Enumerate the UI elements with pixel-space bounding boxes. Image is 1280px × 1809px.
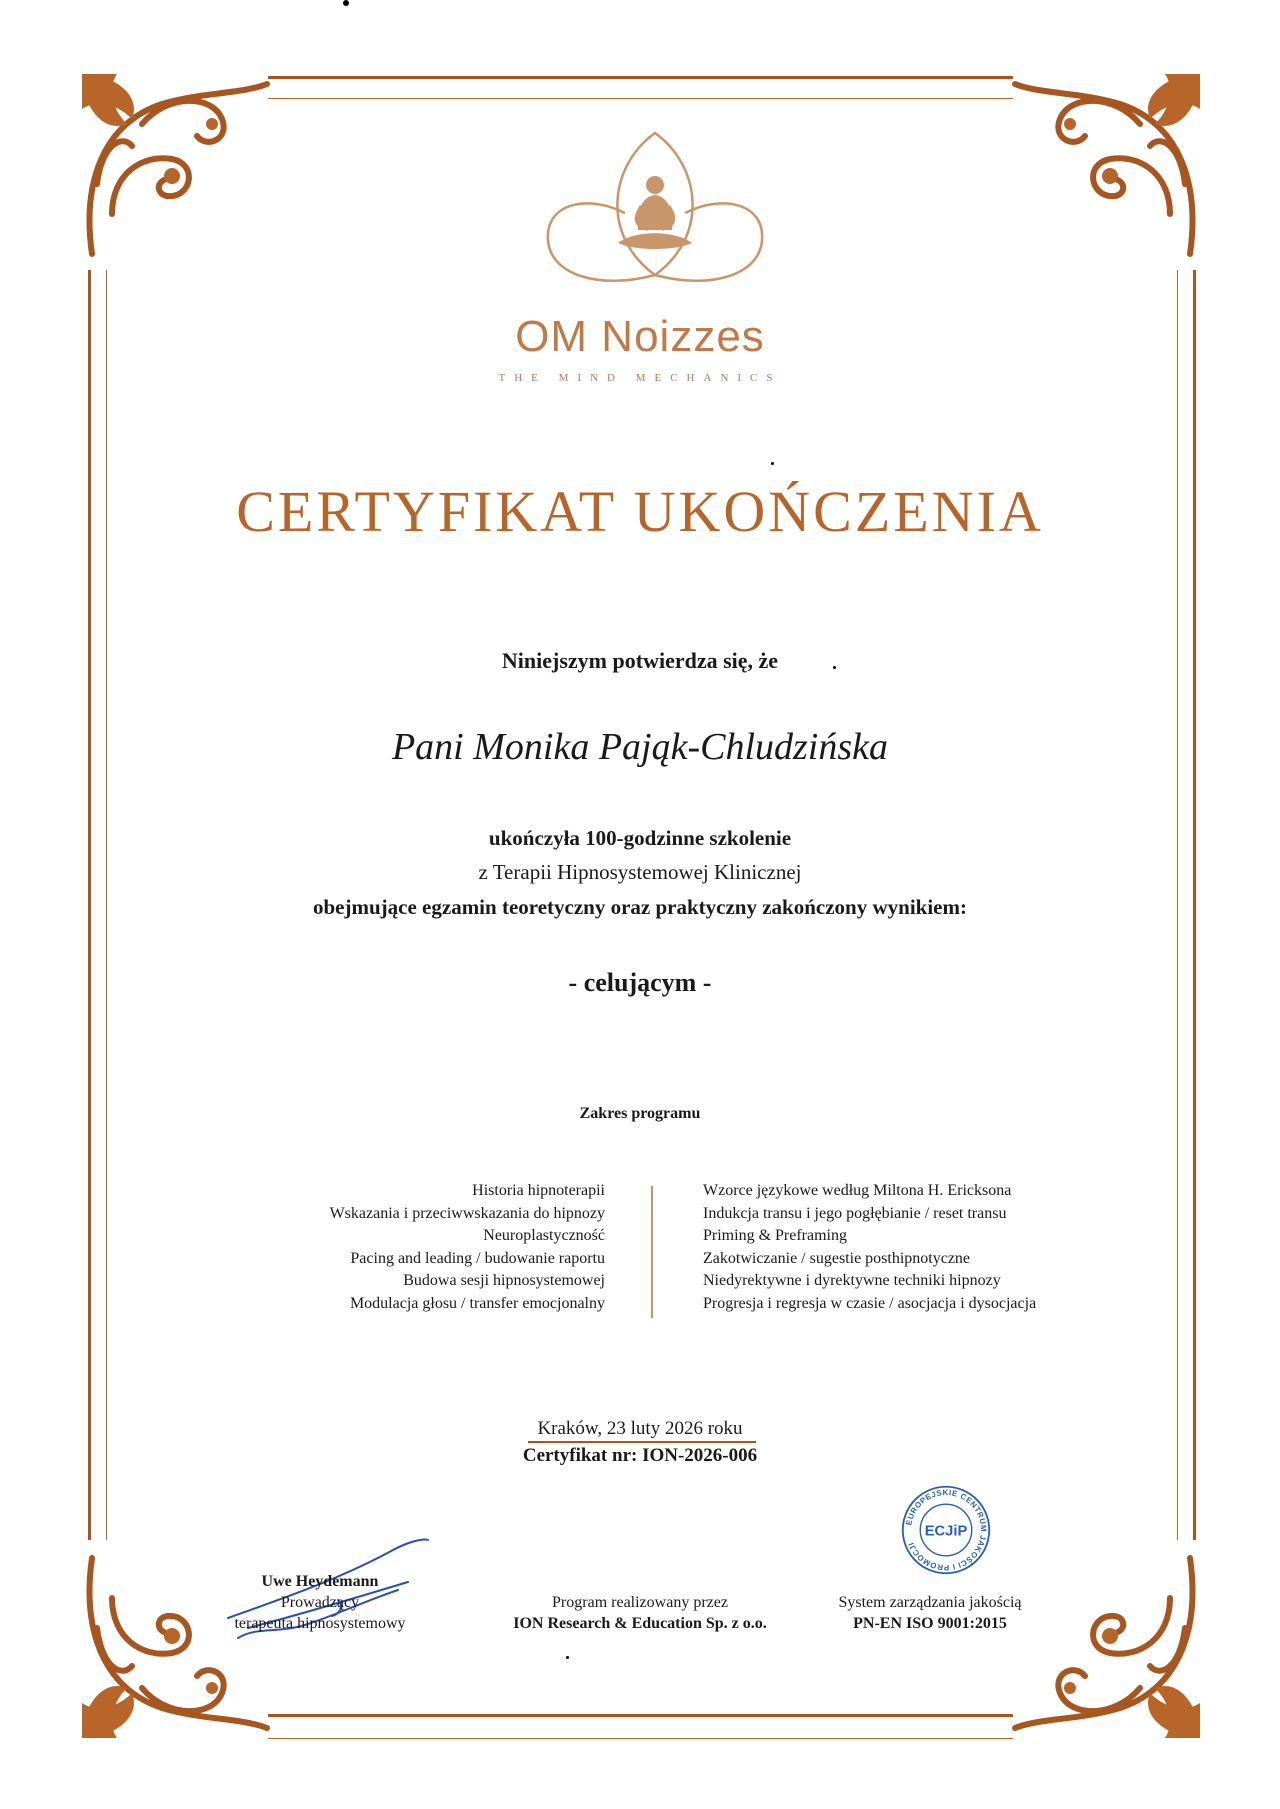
- program-topic: Progresja i regresja w czasie / asocjacja i dysocjacja: [703, 1294, 1037, 1312]
- trainer-name: Uwe Heydemann: [261, 1573, 379, 1590]
- place-and-date: Kraków, 23 luty 2026 roku: [537, 1418, 743, 1439]
- ecjip-quality-seal: [900, 1484, 992, 1576]
- intro-text: Niniejszym potwierdza się, że: [501, 648, 779, 673]
- ornament-top-left: [72, 64, 272, 264]
- program-topics-right: [703, 1180, 1123, 1315]
- quality-system-label: System zarządzania jakością: [838, 1594, 1022, 1611]
- body-line-3: obejmujące egzamin teoretyczny oraz praktyczny zakończony wynikiem:: [313, 895, 967, 919]
- program-topic: Zakotwiczanie / sugestie posthipnotyczne: [703, 1249, 971, 1267]
- exam-result: - celującym -: [568, 968, 712, 997]
- program-provider-block: [460, 1592, 820, 1634]
- ornament-bottom-right: [1010, 1548, 1210, 1748]
- program-topics-left: [240, 1180, 605, 1315]
- speck: [566, 1656, 569, 1659]
- program-topic: Historia hipnoterapii: [472, 1182, 605, 1199]
- program-provider-label: Program realizowany przez: [552, 1594, 728, 1611]
- speck: [343, 0, 349, 6]
- frame-bottom-rule: [268, 1714, 1013, 1717]
- certificate-number: Certyfikat nr: ION-2026-006: [522, 1445, 758, 1466]
- program-topic: Neuroplastyczność: [483, 1227, 605, 1244]
- certificate-title: CERTYFIKAT UKOŃCZENIA: [236, 479, 1044, 544]
- program-topic: Modulacja głosu / transfer emocjonalny: [349, 1294, 605, 1312]
- trainer-title: terapeuta hipnosystemowy: [234, 1615, 406, 1632]
- brand-tagline: THE MIND MECHANICS: [498, 372, 782, 384]
- svg-text:EUROPEJSKIE CENTRUM JAKOŚCI I: EUROPEJSKIE CENTRUM JAKOŚCI I PROMOCJI: [904, 1488, 989, 1572]
- place-date-underline: [528, 1441, 756, 1443]
- ornament-top-right: [1010, 64, 1210, 264]
- program-topic: Indukcja transu i jego pogłębianie / reset transu: [703, 1204, 1007, 1222]
- frame-top-rule-inner: [268, 98, 1013, 99]
- body-line-2: z Terapii Hipnosystemowej Klinicznej: [478, 860, 802, 884]
- program-provider-name: ION Research & Education Sp. z o.o.: [513, 1615, 767, 1632]
- frame-top-rule: [268, 76, 1013, 79]
- program-topic: Niedyrektywne i dyrektywne techniki hipnozy: [703, 1272, 1001, 1289]
- lotus-meditation-logo-icon: [540, 125, 770, 305]
- body-line-1: ukończyła 100-godzinne szkolenie: [488, 826, 792, 850]
- trainer-signature-block: [220, 1571, 420, 1634]
- speck: [771, 462, 774, 465]
- program-topic: Wskazania i przeciwwskazania do hipnozy: [329, 1204, 605, 1222]
- quality-system-block: [820, 1592, 1040, 1634]
- program-topic: Pacing and leading / budowanie raportu: [350, 1249, 605, 1267]
- quality-standard: PN-EN ISO 9001:2015: [853, 1615, 1007, 1632]
- program-column-divider: [651, 1186, 653, 1318]
- frame-bottom-rule-inner: [268, 1738, 1013, 1739]
- program-heading: Zakres programu: [579, 1105, 701, 1122]
- brand-name: OM Noizzes: [515, 312, 765, 361]
- program-topic: Wzorce językowe według Miltona H. Ericksona: [703, 1182, 1012, 1199]
- trainer-role: Prowadzący: [280, 1594, 360, 1611]
- recipient-name: Pani Monika Pająk-Chludzińska: [391, 726, 889, 768]
- svg-text:ECJiP: ECJiP: [924, 1523, 968, 1540]
- program-topic: Budowa sesji hipnosystemowej: [403, 1272, 605, 1289]
- program-topic: Priming & Preframing: [703, 1227, 847, 1244]
